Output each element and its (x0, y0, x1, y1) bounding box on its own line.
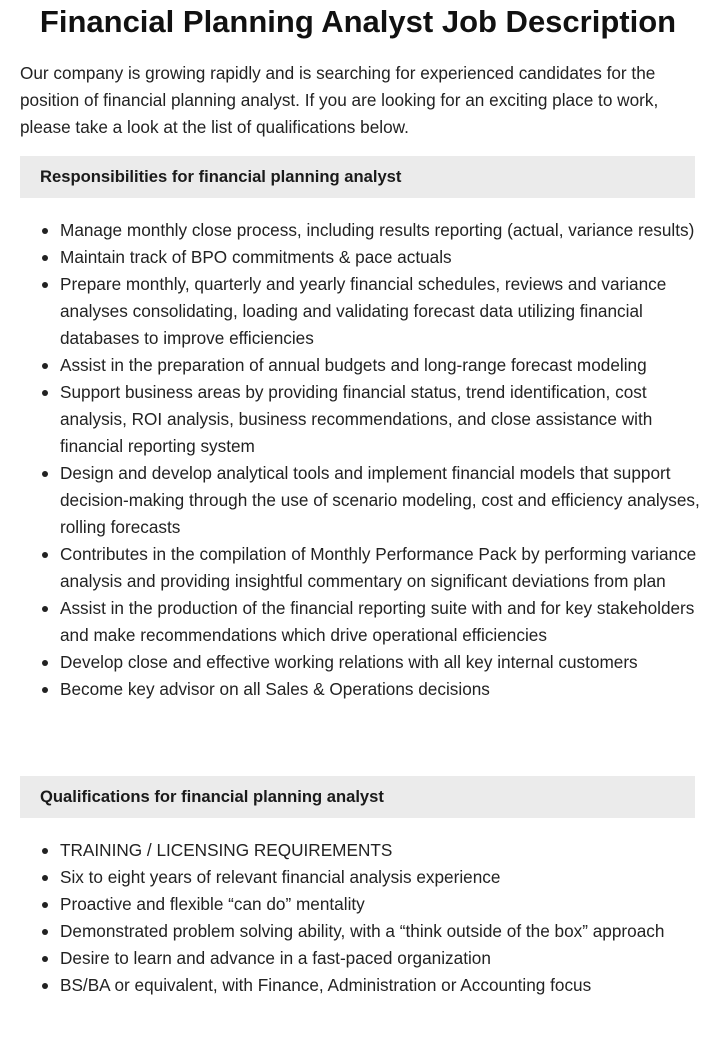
responsibility-item: Design and develop analytical tools and implement financial models that support decision-making through the use of scenario modeling, cost and efficiency analyses, rolling forecasts (60, 460, 710, 541)
responsibility-item: Support business areas by providing financial status, trend identification, cost analysis, ROI analysis, business recommendations, and close assistance with financial reporting system (60, 379, 710, 460)
responsibilities-heading: Responsibilities for financial planning analyst (20, 156, 695, 198)
responsibility-item: Prepare monthly, quarterly and yearly financial schedules, reviews and variance analyses consolidating, loading and validating forecast data utilizing financial databases to improve efficiencies (60, 271, 710, 352)
page-title: Financial Planning Analyst Job Description (39, 4, 677, 39)
qualification-item: TRAINING / LICENSING REQUIREMENTS (60, 837, 710, 864)
responsibility-item: Assist in the preparation of annual budgets and long-range forecast modeling (60, 352, 710, 379)
qualification-item: Six to eight years of relevant financial analysis experience (60, 864, 710, 891)
responsibility-item: Contributes in the compilation of Monthly Performance Pack by performing variance analysis and providing insightful commentary on significant deviations from plan (60, 541, 710, 595)
qualification-item: Demonstrated problem solving ability, with a “think outside of the box” approach (60, 918, 710, 945)
responsibilities-list (20, 217, 710, 703)
intro-paragraph: Our company is growing rapidly and is searching for experienced candidates for the position of financial planning analyst. If you are looking for an exciting place to work, please take a look at the list of qualifications below. (20, 63, 659, 137)
qualification-item: Desire to learn and advance in a fast-paced organization (60, 945, 710, 972)
qualification-item: BS/BA or equivalent, with Finance, Administration or Accounting focus (60, 972, 710, 999)
qualification-item: Proactive and flexible “can do” mentality (60, 891, 710, 918)
responsibility-item: Become key advisor on all Sales & Operations decisions (60, 676, 710, 703)
qualifications-list (20, 837, 710, 999)
responsibility-item: Assist in the production of the financial reporting suite with and for key stakeholders and make recommendations which drive operational efficiencies (60, 595, 710, 649)
responsibility-item: Maintain track of BPO commitments & pace actuals (60, 244, 710, 271)
qualifications-heading: Qualifications for financial planning analyst (20, 776, 695, 818)
responsibility-item: Manage monthly close process, including results reporting (actual, variance results) (60, 217, 710, 244)
responsibility-item: Develop close and effective working relations with all key internal customers (60, 649, 710, 676)
